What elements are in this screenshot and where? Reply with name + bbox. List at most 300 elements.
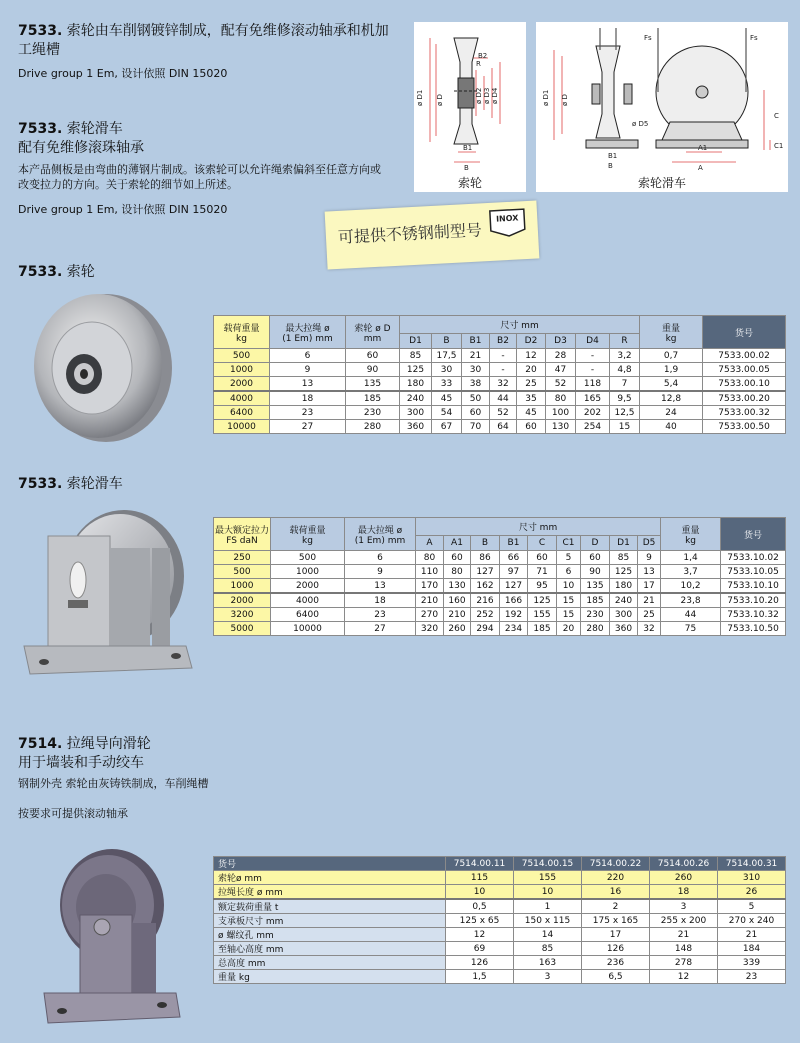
table-cell: 97 <box>500 565 528 579</box>
table-cell: 27 <box>270 420 346 434</box>
subheader-D1: D1 <box>610 536 638 551</box>
header-load: 载荷重量 kg <box>271 518 345 551</box>
table-cell: 294 <box>471 622 500 636</box>
subheader-B: B <box>471 536 500 551</box>
table-cell: 160 <box>444 593 471 608</box>
table-cell: 184 <box>718 942 786 956</box>
table-cell: 6 <box>557 565 581 579</box>
table-cell: 7533.00.02 <box>703 349 786 363</box>
table-cell: 80 <box>546 391 576 406</box>
article-code-2: 7514.00.15 <box>514 857 582 871</box>
table-cell: 2000 <box>214 377 270 392</box>
header-weight: 重量 kg <box>661 518 721 551</box>
sheave-photo <box>26 288 176 448</box>
table-cell: 166 <box>500 593 528 608</box>
subheader-D5: D5 <box>638 536 661 551</box>
table-cell: 66 <box>500 551 528 565</box>
table-cell: 240 <box>400 391 432 406</box>
table-cell: 9 <box>270 363 346 377</box>
table-cell: 5000 <box>214 622 271 636</box>
table-cell: 17 <box>582 928 650 942</box>
table-row <box>214 871 786 885</box>
pulley-block-diagram <box>536 22 788 172</box>
subheader-C1: C1 <box>557 536 581 551</box>
table-cell: 12 <box>650 970 718 984</box>
sheave-caption: 索轮 <box>457 176 482 190</box>
table-cell: 300 <box>400 406 432 420</box>
table-cell: 360 <box>610 622 638 636</box>
table-cell: 20 <box>557 622 581 636</box>
table-cell: 23,8 <box>661 593 721 608</box>
table-row <box>214 914 786 928</box>
table-cell: 300 <box>610 608 638 622</box>
table-cell: 60 <box>581 551 610 565</box>
table-cell: 230 <box>346 406 400 420</box>
table-cell: 28 <box>546 349 576 363</box>
subheader-B1: B1 <box>500 536 528 551</box>
section1-title: 7533. 索轮 <box>18 264 95 280</box>
table-cell: 192 <box>500 608 528 622</box>
table-cell: 25 <box>638 608 661 622</box>
table-cell: 32 <box>490 377 517 392</box>
row-label: ø 螺纹孔 mm <box>214 928 446 942</box>
table-cell: 2000 <box>214 593 271 608</box>
table-cell: 7 <box>610 377 640 392</box>
table-cell: 175 x 165 <box>582 914 650 928</box>
table-cell: 6 <box>270 349 346 363</box>
table-cell: 27 <box>345 622 416 636</box>
table-cell: 80 <box>416 551 444 565</box>
table-cell: - <box>490 363 517 377</box>
table-cell: 6400 <box>214 406 270 420</box>
pulley-block-rows <box>214 551 786 636</box>
table-cell: 250 <box>214 551 271 565</box>
table-cell: 44 <box>490 391 517 406</box>
header-max-rope: 最大拉绳 ø (1 Em) mm <box>270 316 346 349</box>
table-cell: 17 <box>638 579 661 594</box>
subheader-R: R <box>610 334 640 349</box>
table-cell: 60 <box>528 551 557 565</box>
table-cell: 86 <box>471 551 500 565</box>
table-cell: 150 x 115 <box>514 914 582 928</box>
table-cell: 45 <box>517 406 546 420</box>
table-cell: 280 <box>581 622 610 636</box>
svg-text:A1: A1 <box>698 144 708 152</box>
table-cell: 270 <box>416 608 444 622</box>
table-cell: 270 x 240 <box>718 914 786 928</box>
table-cell: 7533.00.20 <box>703 391 786 406</box>
table-cell: 234 <box>500 622 528 636</box>
table-cell: 90 <box>581 565 610 579</box>
table-cell: 6 <box>345 551 416 565</box>
table-cell: 185 <box>581 593 610 608</box>
table-cell: 254 <box>576 420 610 434</box>
svg-text:ø D2: ø D2 <box>475 87 483 104</box>
row-label: 额定载荷重量 t <box>214 899 446 914</box>
table-cell: 21 <box>462 349 490 363</box>
table-cell: 90 <box>346 363 400 377</box>
table-cell: 12,5 <box>610 406 640 420</box>
svg-text:ø D3: ø D3 <box>483 87 491 104</box>
table-cell: 9 <box>638 551 661 565</box>
table-cell: 185 <box>528 622 557 636</box>
sheave-rows <box>214 349 786 434</box>
table-cell: 135 <box>346 377 400 392</box>
table-cell: 85 <box>610 551 638 565</box>
table-cell: 180 <box>610 579 638 594</box>
table-row <box>214 593 786 608</box>
table-cell: 6400 <box>271 608 345 622</box>
table-cell: 13 <box>638 565 661 579</box>
table-row <box>214 970 786 984</box>
table-cell: 7533.00.05 <box>703 363 786 377</box>
table-cell: 54 <box>432 406 462 420</box>
table-cell: 127 <box>500 579 528 594</box>
guide-pulley-spec-table <box>213 856 786 984</box>
subheader-A: A <box>416 536 444 551</box>
table-cell: 320 <box>416 622 444 636</box>
table-row <box>214 377 786 392</box>
table-cell: 3200 <box>214 608 271 622</box>
table-cell: 15 <box>610 420 640 434</box>
table-cell: 10 <box>446 885 514 900</box>
header-max-rated-force: 最大额定拉力 FS daN <box>214 518 271 551</box>
table-cell: 360 <box>400 420 432 434</box>
table-row <box>214 349 786 363</box>
row-label: 支承板尺寸 mm <box>214 914 446 928</box>
table-cell: 25 <box>517 377 546 392</box>
svg-text:B2: B2 <box>478 52 488 60</box>
table-cell: 2000 <box>271 579 345 594</box>
article-code-1: 7514.00.11 <box>446 857 514 871</box>
table-cell: 3,2 <box>610 349 640 363</box>
table-cell: 12 <box>517 349 546 363</box>
pulley-block-drawing <box>536 22 788 192</box>
sheave-drawing <box>414 22 526 192</box>
table-cell: 260 <box>650 871 718 885</box>
table-cell: 240 <box>610 593 638 608</box>
table-cell: 252 <box>471 608 500 622</box>
table-cell: 9 <box>345 565 416 579</box>
table-cell: 260 <box>444 622 471 636</box>
table-cell: 44 <box>661 608 721 622</box>
subheader-C: C <box>528 536 557 551</box>
row-label: 索轮ø mm <box>214 871 446 885</box>
svg-text:B: B <box>608 162 613 170</box>
table-cell: 21 <box>718 928 786 942</box>
table-cell: 1000 <box>214 579 271 594</box>
table-cell: 7533.10.10 <box>721 579 786 594</box>
table-cell: 10000 <box>214 420 270 434</box>
table-cell: 23 <box>345 608 416 622</box>
table-cell: 130 <box>444 579 471 594</box>
table-cell: 5 <box>557 551 581 565</box>
table-cell: 118 <box>576 377 610 392</box>
table-cell: 155 <box>528 608 557 622</box>
table-cell: 47 <box>546 363 576 377</box>
section3-note: 按要求可提供滚动轴承 <box>18 807 128 820</box>
table-cell: 75 <box>661 622 721 636</box>
subheader-D4: D4 <box>576 334 610 349</box>
table-cell: 24 <box>640 406 703 420</box>
section2-title: 7533. 索轮滑车 <box>18 476 123 492</box>
table-cell: 10,2 <box>661 579 721 594</box>
table-cell: 60 <box>346 349 400 363</box>
table-cell: 3 <box>650 899 718 914</box>
table-cell: 180 <box>400 377 432 392</box>
svg-text:ø D: ø D <box>436 94 444 106</box>
svg-text:Fs: Fs <box>644 34 652 42</box>
table-cell: 45 <box>432 391 462 406</box>
table-cell: 210 <box>444 608 471 622</box>
table-cell: 125 x 65 <box>446 914 514 928</box>
table-cell: 15 <box>557 608 581 622</box>
pulley-block-photo <box>16 496 202 684</box>
svg-text:C1: C1 <box>774 142 784 150</box>
header-weight: 重量 kg <box>640 316 703 349</box>
table-cell: 5 <box>718 899 786 914</box>
table-cell: 60 <box>444 551 471 565</box>
table-cell: 126 <box>582 942 650 956</box>
table-row <box>214 363 786 377</box>
table-cell: 100 <box>546 406 576 420</box>
table-cell: 6,5 <box>582 970 650 984</box>
table-cell: - <box>490 349 517 363</box>
table-cell: 10000 <box>271 622 345 636</box>
table-row <box>214 420 786 434</box>
table-cell: 126 <box>446 956 514 970</box>
table-cell: 64 <box>490 420 517 434</box>
table-cell: 20 <box>517 363 546 377</box>
subheader-B1: B1 <box>462 334 490 349</box>
table-row <box>214 608 786 622</box>
table-cell: 9,5 <box>610 391 640 406</box>
table-row <box>214 956 786 970</box>
article-code-3: 7514.00.22 <box>582 857 650 871</box>
svg-text:B: B <box>464 164 469 172</box>
table-cell: 5,4 <box>640 377 703 392</box>
svg-text:ø D4: ø D4 <box>491 87 499 104</box>
svg-text:C: C <box>774 112 779 120</box>
header-article-no: 货号 <box>703 316 786 349</box>
table-cell: 7533.10.05 <box>721 565 786 579</box>
subheader-D: D <box>581 536 610 551</box>
svg-text:Fs: Fs <box>750 34 758 42</box>
table-cell: 50 <box>462 391 490 406</box>
table-cell: 14 <box>514 928 582 942</box>
table-row <box>214 622 786 636</box>
svg-text:A: A <box>698 164 703 172</box>
table-cell: 7533.10.02 <box>721 551 786 565</box>
svg-text:ø D: ø D <box>561 94 569 106</box>
table-cell: 15 <box>557 593 581 608</box>
svg-text:ø D1: ø D1 <box>416 89 424 106</box>
row-label: 总高度 mm <box>214 956 446 970</box>
subheader-D1: D1 <box>400 334 432 349</box>
table-cell: 30 <box>432 363 462 377</box>
table-row <box>214 899 786 914</box>
table-cell: 30 <box>462 363 490 377</box>
table-cell: 17,5 <box>432 349 462 363</box>
section3-description: 钢制外壳 索轮由灰铸铁制成，车削绳槽 <box>18 777 209 790</box>
table-cell: 0,7 <box>640 349 703 363</box>
svg-text:ø D1: ø D1 <box>542 89 550 106</box>
table-cell: 52 <box>546 377 576 392</box>
intro-drive-2: Drive group 1 Em, 设计依照 DIN 15020 <box>18 203 228 216</box>
table-cell: 210 <box>416 593 444 608</box>
table-cell: 69 <box>446 942 514 956</box>
table-cell: 18 <box>345 593 416 608</box>
table-cell: 500 <box>271 551 345 565</box>
table-cell: 7533.00.50 <box>703 420 786 434</box>
table-cell: 148 <box>650 942 718 956</box>
header-load: 载荷重量 kg <box>214 316 270 349</box>
inox-badge-icon <box>488 207 528 239</box>
table-cell: 500 <box>214 565 271 579</box>
table-cell: 18 <box>270 391 346 406</box>
table-cell: 278 <box>650 956 718 970</box>
table-cell: 67 <box>432 420 462 434</box>
stainless-steel-note: 可提供不锈钢制型号 <box>337 220 483 247</box>
intro-title-2: 7533. 索轮滑车 配有免维修滚珠轴承 <box>18 121 144 156</box>
table-cell: 1,4 <box>661 551 721 565</box>
header-dimensions: 尺寸 mm <box>400 316 640 334</box>
svg-text:B1: B1 <box>463 144 473 152</box>
sheave-diagram <box>414 22 526 172</box>
table-row <box>214 942 786 956</box>
svg-text:INOX: INOX <box>495 213 519 224</box>
table-cell: 38 <box>462 377 490 392</box>
table-cell: 7533.10.20 <box>721 593 786 608</box>
stainless-steel-sticker <box>325 200 540 269</box>
article-code-5: 7514.00.31 <box>718 857 786 871</box>
guide-pulley-rows <box>214 871 786 984</box>
table-cell: 125 <box>610 565 638 579</box>
table-cell: 255 x 200 <box>650 914 718 928</box>
table-cell: 500 <box>214 349 270 363</box>
row-label: 至轴心高度 mm <box>214 942 446 956</box>
table-cell: 1000 <box>271 565 345 579</box>
svg-text:ø D5: ø D5 <box>632 120 649 128</box>
subheader-B2: B2 <box>490 334 517 349</box>
table-row <box>214 885 786 900</box>
table-cell: 165 <box>576 391 610 406</box>
table-cell: 3,7 <box>661 565 721 579</box>
table-cell: 110 <box>416 565 444 579</box>
table-cell: 115 <box>446 871 514 885</box>
table-cell: 155 <box>514 871 582 885</box>
table-cell: 13 <box>270 377 346 392</box>
table-row <box>214 391 786 406</box>
table-cell: 7533.10.50 <box>721 622 786 636</box>
table-row <box>214 551 786 565</box>
table-cell: 71 <box>528 565 557 579</box>
guide-pulley-photo <box>40 843 182 1029</box>
table-cell: 70 <box>462 420 490 434</box>
table-cell: 127 <box>471 565 500 579</box>
table-cell: 4,8 <box>610 363 640 377</box>
table-cell: 185 <box>346 391 400 406</box>
table-cell: 202 <box>576 406 610 420</box>
table-cell: 236 <box>582 956 650 970</box>
table-row <box>214 928 786 942</box>
table-cell: 230 <box>581 608 610 622</box>
header-sheave-diameter: 索轮 ø D mm <box>346 316 400 349</box>
table-cell: 10 <box>514 885 582 900</box>
table-cell: 216 <box>471 593 500 608</box>
table-cell: 125 <box>528 593 557 608</box>
table-cell: 12 <box>446 928 514 942</box>
table-cell: 135 <box>581 579 610 594</box>
table-cell: 310 <box>718 871 786 885</box>
intro-drive-1: Drive group 1 Em, 设计依照 DIN 15020 <box>18 67 228 80</box>
subheader-D2: D2 <box>517 334 546 349</box>
article-code-4: 7514.00.26 <box>650 857 718 871</box>
table-cell: 7533.00.32 <box>703 406 786 420</box>
table-cell: 280 <box>346 420 400 434</box>
table-cell: 339 <box>718 956 786 970</box>
table-cell: 1000 <box>214 363 270 377</box>
table-cell: 23 <box>718 970 786 984</box>
row-label: 拉绳长度 ø mm <box>214 885 446 900</box>
table-cell: 125 <box>400 363 432 377</box>
subheader-A1: A1 <box>444 536 471 551</box>
table-row <box>214 565 786 579</box>
subheader-B: B <box>432 334 462 349</box>
table-cell: 23 <box>270 406 346 420</box>
table-cell: 21 <box>638 593 661 608</box>
table-cell: 26 <box>718 885 786 900</box>
table-cell: 85 <box>400 349 432 363</box>
table-cell: 33 <box>432 377 462 392</box>
table-cell: 35 <box>517 391 546 406</box>
table-cell: 32 <box>638 622 661 636</box>
table-cell: 163 <box>514 956 582 970</box>
table-cell: 220 <box>582 871 650 885</box>
subheader-D3: D3 <box>546 334 576 349</box>
table-cell: 2 <box>582 899 650 914</box>
header-dimensions: 尺寸 mm <box>416 518 661 536</box>
table-cell: 21 <box>650 928 718 942</box>
section3-title: 7514. 拉绳导向滑轮 用于墙装和手动绞车 <box>18 736 151 771</box>
table-cell: 7533.00.10 <box>703 377 786 392</box>
table-cell: 16 <box>582 885 650 900</box>
table-cell: 60 <box>462 406 490 420</box>
table-cell: 4000 <box>271 593 345 608</box>
sheave-spec-table <box>213 315 786 434</box>
table-cell: 1 <box>514 899 582 914</box>
header-max-rope: 最大拉绳 ø (1 Em) mm <box>345 518 416 551</box>
table-cell: 3 <box>514 970 582 984</box>
table-cell: 170 <box>416 579 444 594</box>
pulley-block-spec-table <box>213 517 786 636</box>
table-cell: - <box>576 363 610 377</box>
table-cell: 4000 <box>214 391 270 406</box>
table-cell: 1,5 <box>446 970 514 984</box>
table-cell: 13 <box>345 579 416 594</box>
table-cell: 85 <box>514 942 582 956</box>
header-article-no: 货号 <box>214 857 446 871</box>
table-cell: - <box>576 349 610 363</box>
svg-text:B1: B1 <box>608 152 618 160</box>
table-cell: 52 <box>490 406 517 420</box>
table-row <box>214 579 786 594</box>
pulley-block-caption: 索轮滑车 <box>637 176 686 190</box>
header-article-no: 货号 <box>721 518 786 551</box>
table-cell: 10 <box>557 579 581 594</box>
svg-text:R: R <box>476 60 481 68</box>
table-cell: 80 <box>444 565 471 579</box>
